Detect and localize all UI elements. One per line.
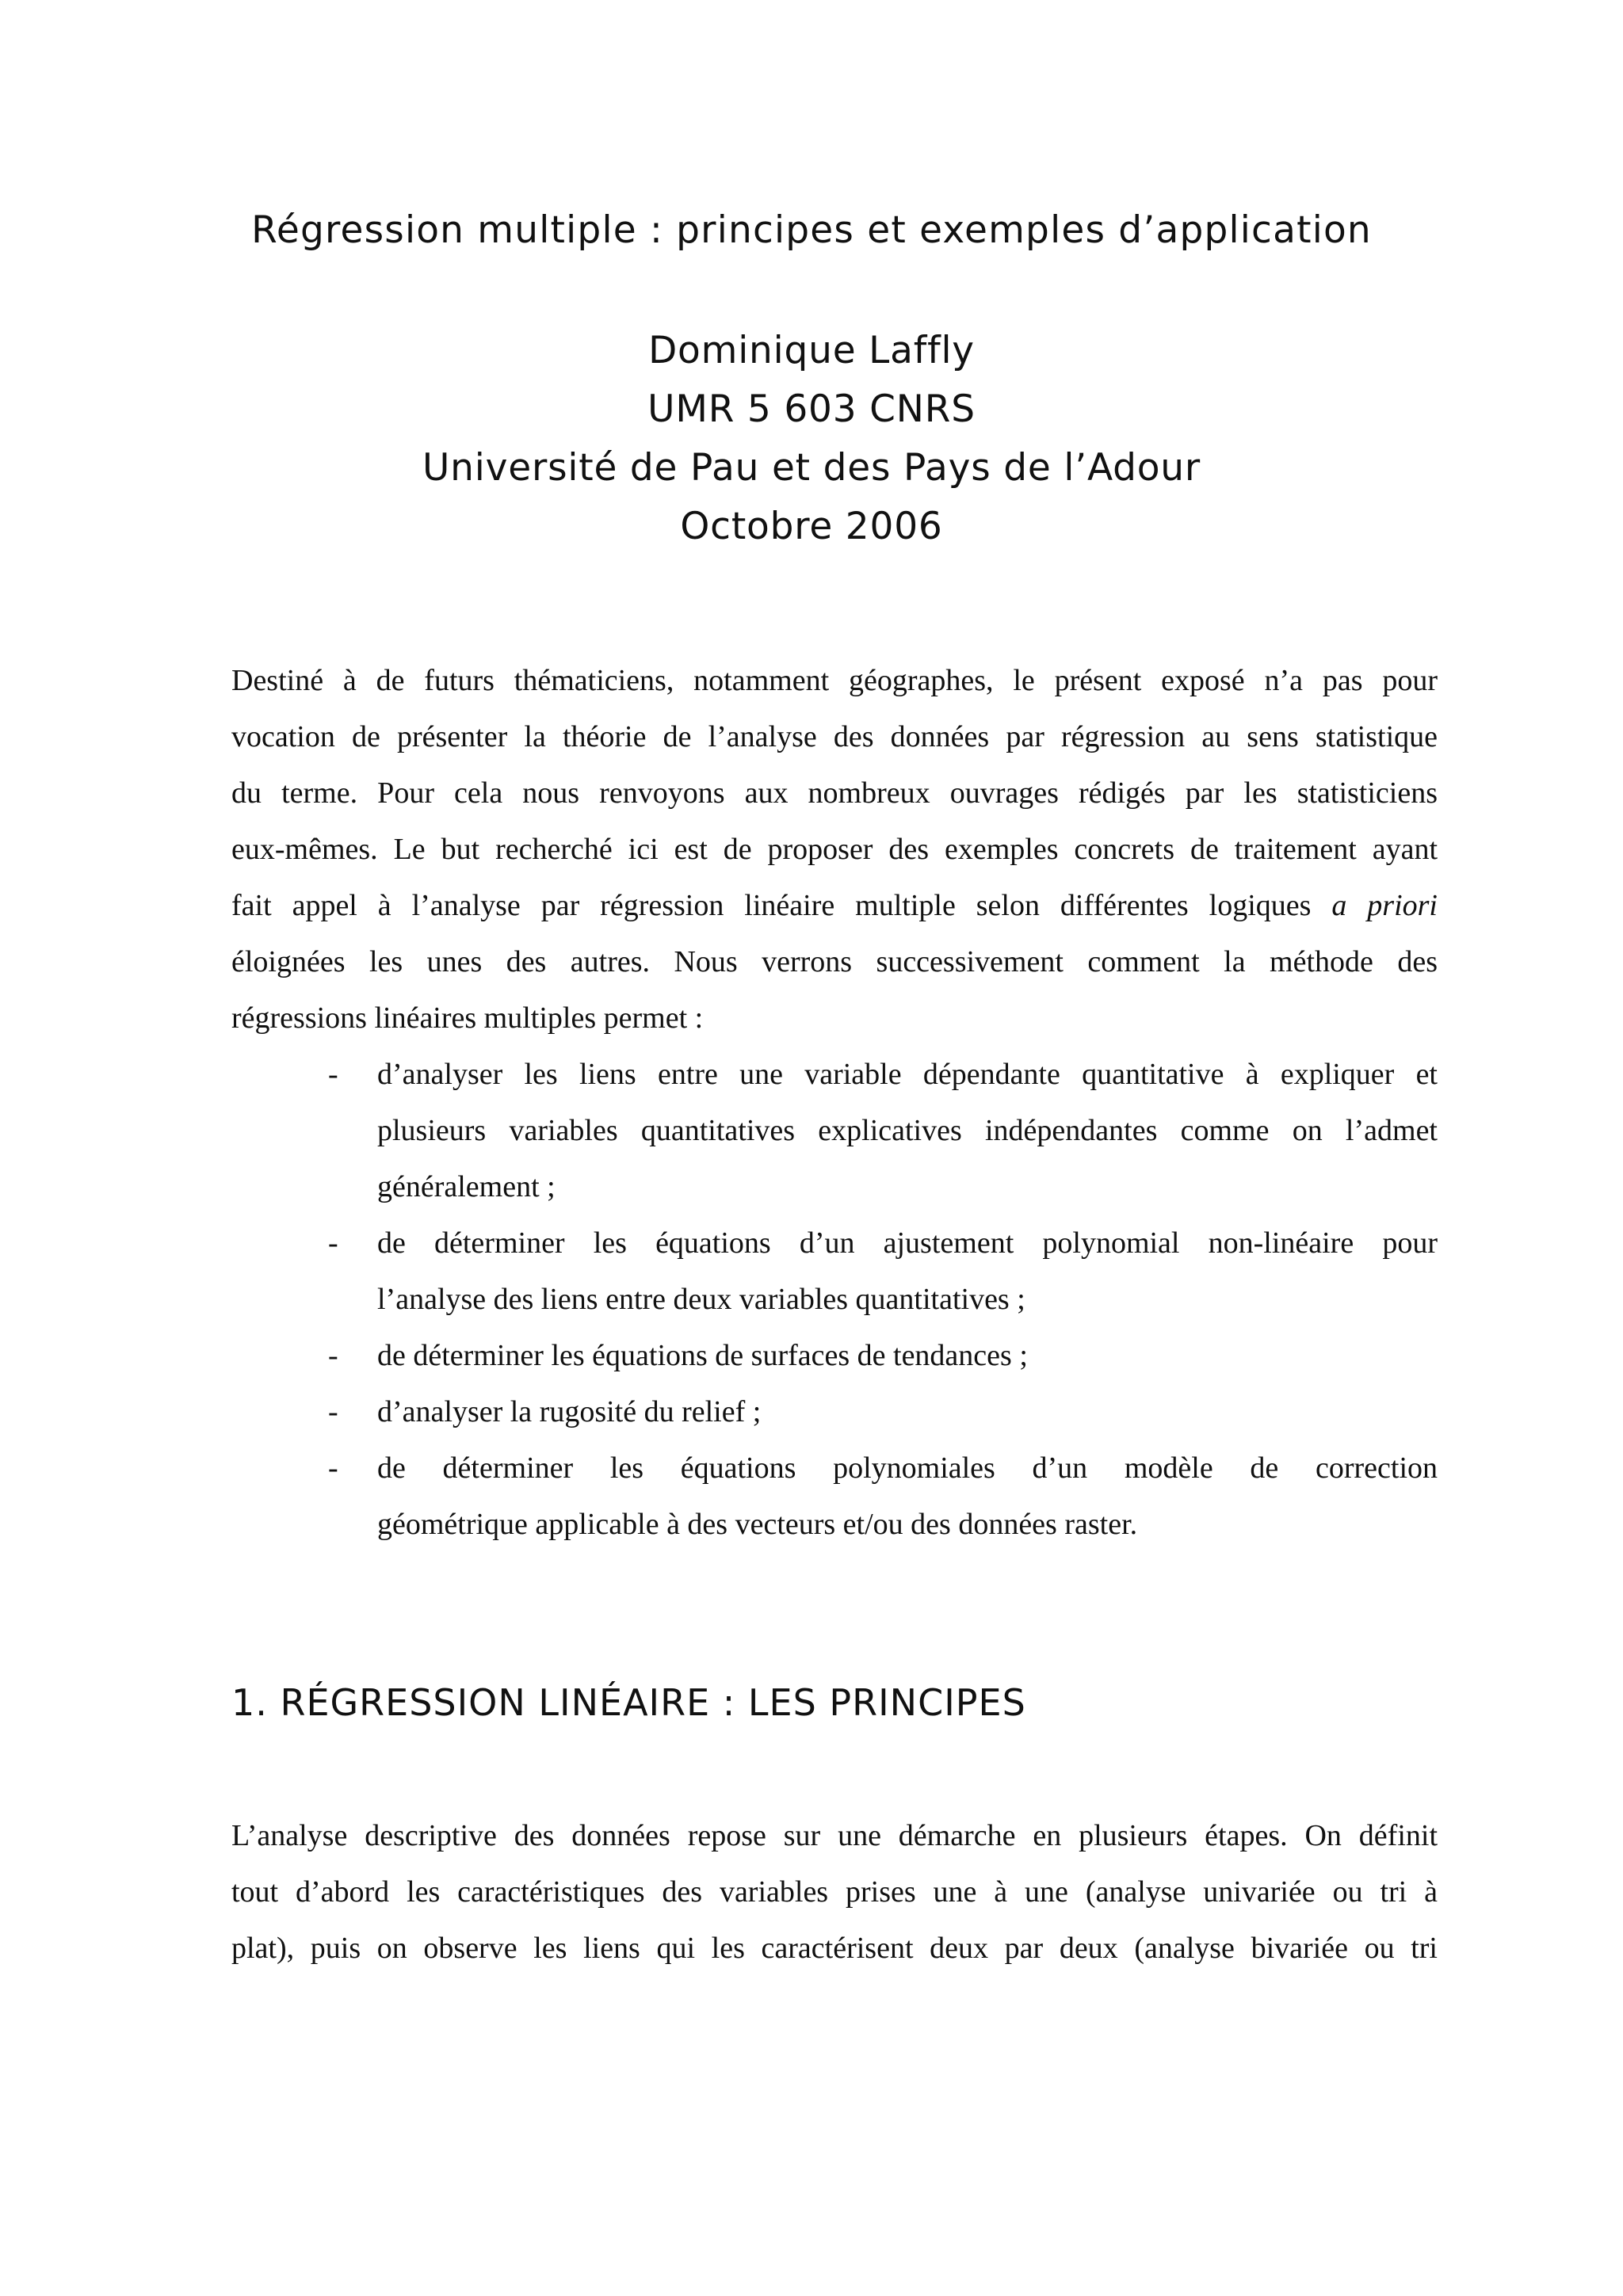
intro-paragraph <box>231 653 1438 1047</box>
intro-line: eux-mêmes. Le but recherché ici est de proposer des exemples concrets de traitement ayant <box>231 833 1438 866</box>
list-item-line: d’analyser la rugosité du relief ; <box>377 1395 762 1428</box>
section-heading: 1. RÉGRESSION LINÉAIRE : LES PRINCIPES <box>231 1681 1026 1724</box>
list-item-line: de déterminer les équations de surfaces de tendances ; <box>377 1339 1028 1372</box>
section1-line: L’analyse descriptive des données repose sur une démarche en plusieurs étapes. On définit <box>231 1819 1438 1852</box>
method-list <box>231 1047 1438 1553</box>
author-name: Dominique Laffly <box>648 329 975 372</box>
intro-line: du terme. Pour cela nous renvoyons aux nombreux ouvrages rédigés par les statisticiens <box>231 776 1438 810</box>
list-item-line: de déterminer les équations polynomiales d’un modèle de correction <box>377 1451 1438 1485</box>
list-dash: - <box>328 1058 338 1091</box>
intro-line: vocation de présenter la théorie de l’analyse des données par régression au sens statistique <box>231 720 1438 753</box>
list-item <box>231 1215 1438 1328</box>
list-item <box>231 1440 1438 1553</box>
intro-line-text: fait appel à l’analyse par régression linéaire multiple selon différentes logiques <box>231 889 1332 922</box>
list-item-line: géométrique applicable à des vecteurs et/ou des données raster. <box>377 1508 1138 1541</box>
section1-line: tout d’abord les caractéristiques des variables prises une à une (analyse univariée ou tri à <box>231 1875 1438 1909</box>
author-block <box>0 322 1623 556</box>
affiliation-university: Université de Pau et des Pays de l’Adour <box>422 446 1201 490</box>
list-item <box>231 1384 1438 1440</box>
list-dash: - <box>328 1226 338 1260</box>
list-item-line: généralement ; <box>377 1170 556 1203</box>
intro-line: éloignées les unes des autres. Nous verrons successivement comment la méthode des <box>231 945 1438 978</box>
list-item <box>231 1047 1438 1215</box>
list-item-line: l’analyse des liens entre deux variables quantitatives ; <box>377 1283 1025 1316</box>
document-date: Octobre 2006 <box>680 505 943 548</box>
list-item-line: plusieurs variables quantitatives explicatives indépendantes comme on l’admet <box>377 1114 1438 1147</box>
list-item-line: de déterminer les équations d’un ajustement polynomial non-linéaire pour <box>377 1226 1438 1260</box>
section1-line: plat), puis on observe les liens qui les caractérisent deux par deux (analyse bivariée ou tri <box>231 1932 1438 1965</box>
intro-line: régressions linéaires multiples permet : <box>231 1001 704 1035</box>
list-dash: - <box>328 1451 338 1485</box>
list-item <box>231 1328 1438 1384</box>
list-item-line: d’analyser les liens entre une variable dépendante quantitative à expliquer et <box>377 1058 1438 1091</box>
intro-italic-term: a priori <box>1331 889 1438 922</box>
intro-line <box>231 878 1438 934</box>
list-dash: - <box>328 1395 338 1428</box>
affiliation-unit: UMR 5 603 CNRS <box>647 387 976 431</box>
section1-paragraph <box>231 1808 1438 1977</box>
document-title: Régression multiple : principes et exemples d’application <box>251 208 1372 252</box>
list-dash: - <box>328 1339 338 1372</box>
intro-line: Destiné à de futurs thématiciens, notamment géographes, le présent exposé n’a pas pour <box>231 664 1438 697</box>
